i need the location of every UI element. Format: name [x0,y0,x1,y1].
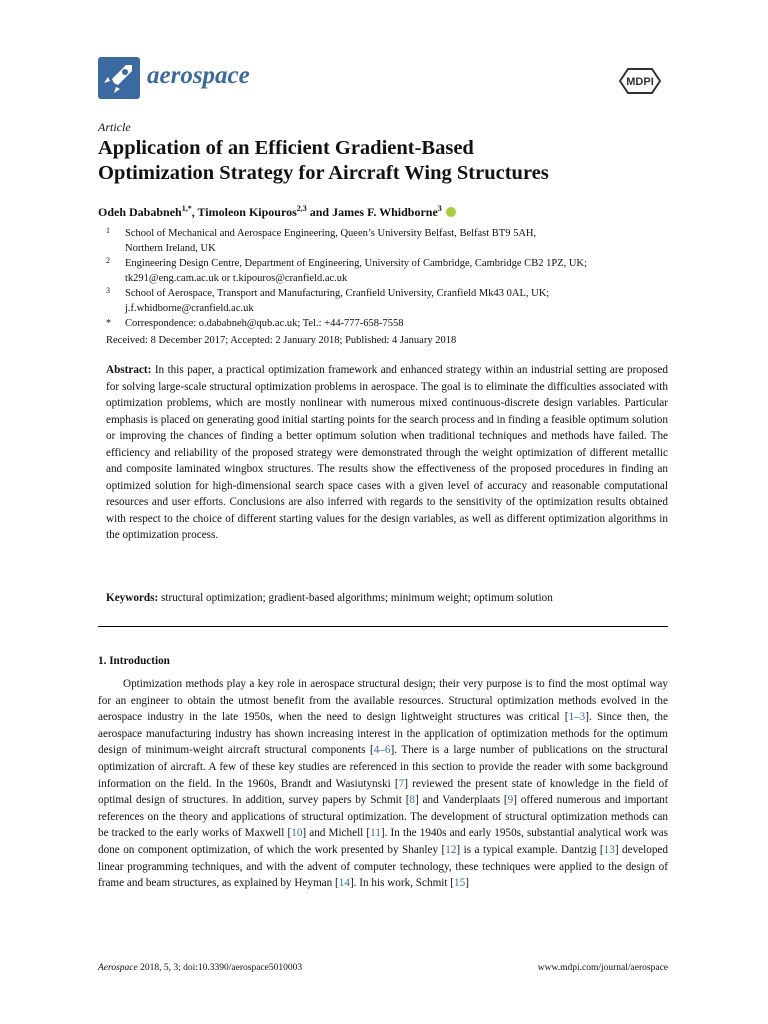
author-affil: 2,3 [296,204,307,213]
paragraph-text: ]. Since then, the aerospace manufacturing industry has shown increasing interest in the application of optimization methods for the optimum design of minimum-weight aircraft structural components [ [98,711,668,757]
title-line-1: Application of an Efficient Gradient-Based [98,137,474,159]
author-name: James F. Whidborne [332,205,438,219]
paragraph-text: ] developed linear programming techniques, and with the advent of computer technology, these techniques were applied to the design of frame and beam structures, as explained by Heyman [ [98,843,668,890]
paragraph-text: ] and Michell [ [302,827,371,840]
abstract [106,362,668,544]
paragraph-text: ] [465,877,469,890]
paragraph-text: ] reviewed the present state of knowledge in the field of optimal design of structures. In addition, survey papers by Schmit [ [98,777,668,807]
paragraph-text: Optimization methods play a key role in aerospace structural design; their very purpose is to find the most optimal way for an engineer to obtain the utmost benefit from the available resources. Structural optimization methods evolved in the aerospace industry in the late 1950s, when the need to design lightweight structures was critical [ [98,678,668,724]
citation-link[interactable]: 10 [291,827,303,840]
footer-citation [98,963,302,973]
journal-logo [98,57,140,99]
mdpi-text: MDPI [626,76,654,88]
footer-doi: 2018, 5, 3; doi:10.3390/aerospace5010003 [137,963,303,973]
citation-link[interactable]: 13 [603,843,615,856]
paragraph-text: ]. There is a large number of publications on the structural optimization of aircraft. A few of these key studies are referenced in this section to provide the reader with some background information on the field. In the 1960s, Brandt and Wasiutynski [ [98,744,668,790]
author-separator: and [306,205,333,219]
author-list [98,204,456,220]
rocket-icon [98,57,140,99]
citation-link[interactable]: 12 [445,843,457,856]
author-name: Odeh Dababneh [98,205,182,219]
paragraph-text: ] and Vanderplaats [ [415,794,508,807]
affiliation-2: 2 Engineering Design Centre, Department of Engineering, University of Cambridge, Cambridge CB2 1PZ, UK; tk291@eng.cam.ac.uk or t.kipouros@cranfield.ac.uk [106,256,587,284]
journal-name: aerospace [147,62,250,89]
orcid-icon[interactable] [446,207,456,217]
divider [98,626,668,627]
section-heading: 1. Introduction [98,655,170,667]
title-line-2: Optimization Strategy for Aircraft Wing Structures [98,162,549,184]
keywords [106,592,668,604]
paragraph-text: ] is a typical example. Dantzig [ [456,843,604,856]
affiliation-1: 1 School of Mechanical and Aerospace Engineering, Queen’s University Belfast, Belfast BT9 5AH, Northern Ireland, UK [106,226,537,254]
abstract-text: In this paper, a practical optimization framework and enhanced strategy within an industrial setting are proposed for solving large-scale structural optimization problems in aerospace. The goal is to eliminate the difficulties associated with optimization problems, which are mostly nonlinear with numerous mixed continuous-discrete design variables. Particular emphasis is placed on generating good initial starting points for the search process and in finding a feasible optimum solution or improving the chances of finding a better optimum solution when traditional techniques and methods have failed. The efficiency and reliability of the proposed strategy were demonstrated through the weight optimization of different metallic and composite laminated wingbox structures. The results show the effectiveness of the proposed procedures in finding an optimized solution for high-dimensional search space cases with a given level of accuracy and reasonable computational resources and user efforts. Conclusions are also inferred with regards to the sensitivity of the optimization results obtained with respect to the choice of different starting values for the design variables, as well as different optimization algorithms in the optimization process. [106,364,668,541]
author-name: Timoleon Kipouros [197,205,297,219]
affiliation-3: 3 School of Aerospace, Transport and Manufacturing, Cranfield University, Cranfield Mk43 0AL, UK; j.f.whidborne@cranfield.ac.uk [106,286,550,314]
citation-link[interactable]: 8 [409,794,416,807]
author-separator: , [191,205,198,219]
citation-link[interactable]: 7 [398,777,405,790]
paragraph-text: ] offered numerous and important references on the theory and applications of structural optimization. The development of structural optimization methods can be tracked to the early works of Maxwell [ [98,794,668,840]
correspondence: * Correspondence: o.dababneh@qub.ac.uk; Tel.: +44-777-658-7558 [106,318,404,329]
keywords-label: Keywords: [106,592,159,604]
article-type: Article [98,120,131,134]
intro-paragraph [98,676,668,892]
author-affil: 1,* [181,204,192,213]
mdpi-logo [614,66,666,96]
citation-link[interactable]: 14 [338,877,350,890]
footer-journal: Aerospace [98,963,138,973]
citation-link[interactable]: 1–3 [568,711,586,724]
citation-link[interactable]: 9 [507,794,514,807]
paragraph-text: ]. In the 1940s and early 1950s, substantial analytical work was done on component optimization, of which the work presented by Shanley [ [98,827,668,856]
citation-link[interactable]: 4–6 [373,744,391,757]
received-dates: Received: 8 December 2017; Accepted: 2 January 2018; Published: 4 January 2018 [106,335,457,346]
author-affil: 3 [437,204,442,213]
abstract-label: Abstract: [106,364,152,376]
footer-url[interactable]: www.mdpi.com/journal/aerospace [537,963,668,973]
keywords-text: structural optimization; gradient-based algorithms; minimum weight; optimum solution [161,592,553,604]
citation-link[interactable]: 15 [454,877,466,890]
citation-link[interactable]: 11 [370,827,381,840]
paper-title [98,136,698,186]
paragraph-text: ]. In his work, Schmit [ [349,877,455,890]
